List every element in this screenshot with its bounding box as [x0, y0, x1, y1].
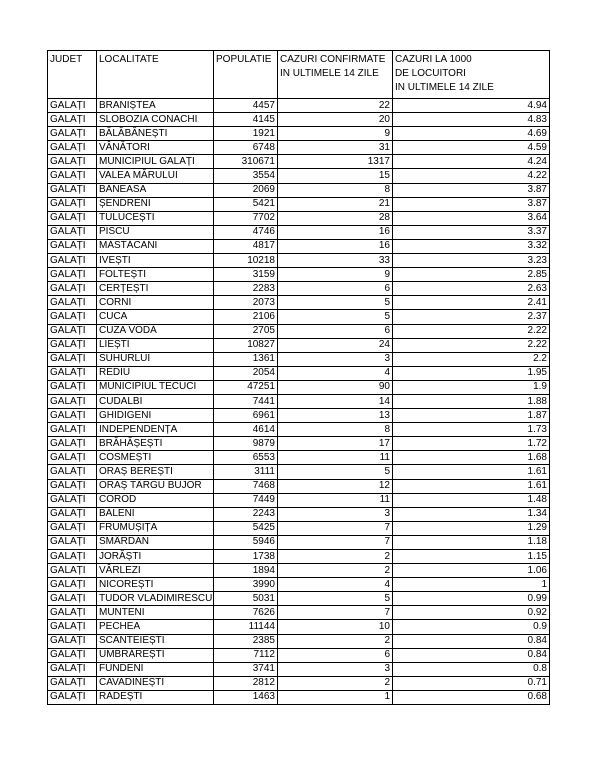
localitate-cell: PECHEA [97, 620, 214, 634]
localitate-cell: MĂSTĂCANI [97, 239, 214, 253]
populatie-cell: 6553 [214, 451, 278, 465]
table-row [48, 451, 550, 465]
table-row [48, 225, 550, 239]
rata-cell: 1.18 [393, 535, 550, 549]
localitate-cell: TULUCEȘTI [97, 211, 214, 225]
localitate-cell: SMÂRDAN [97, 535, 214, 549]
table-row [48, 296, 550, 310]
table-row [48, 620, 550, 634]
localitate-cell: RĂDEȘTI [97, 690, 214, 704]
cazuri-cell: 10 [278, 620, 393, 634]
cazuri-cell: 2 [278, 676, 393, 690]
populatie-cell: 3159 [214, 268, 278, 282]
populatie-cell: 4457 [214, 99, 278, 113]
populatie-cell: 11144 [214, 620, 278, 634]
judet-cell: GALAȚI [48, 282, 97, 296]
table-row [48, 479, 550, 493]
rata-cell: 0.8 [393, 662, 550, 676]
rata-cell: 1.68 [393, 451, 550, 465]
table-row [48, 493, 550, 507]
rata-cell: 4.24 [393, 155, 550, 169]
populatie-cell: 7626 [214, 606, 278, 620]
populatie-cell: 5031 [214, 592, 278, 606]
judet-cell: GALAȚI [48, 380, 97, 394]
populatie-cell: 7702 [214, 211, 278, 225]
rata-cell: 1 [393, 578, 550, 592]
localitate-cell: ORAȘ BEREȘTI [97, 465, 214, 479]
judet-cell: GALAȚI [48, 535, 97, 549]
localitate-cell: CERȚEȘTI [97, 282, 214, 296]
rata-cell: 1.9 [393, 380, 550, 394]
rata-cell: 1.29 [393, 521, 550, 535]
rata-cell: 2.41 [393, 296, 550, 310]
populatie-cell: 2073 [214, 296, 278, 310]
header-cazuri-line1: CAZURI CONFIRMATE [280, 54, 386, 65]
populatie-cell: 3111 [214, 465, 278, 479]
table-header [48, 51, 550, 99]
populatie-cell: 2054 [214, 366, 278, 380]
cazuri-cell: 1 [278, 690, 393, 704]
rata-cell: 1.73 [393, 423, 550, 437]
judet-cell: GALAȚI [48, 352, 97, 366]
cazuri-cell: 3 [278, 662, 393, 676]
judet-cell: GALAȚI [48, 409, 97, 423]
table-row [48, 606, 550, 620]
table-row [48, 155, 550, 169]
rata-cell: 0.84 [393, 634, 550, 648]
cazuri-cell: 31 [278, 141, 393, 155]
table-row [48, 113, 550, 127]
localitate-cell: BRANIȘTEA [97, 99, 214, 113]
populatie-cell: 2243 [214, 507, 278, 521]
judet-cell: GALAȚI [48, 254, 97, 268]
populatie-cell: 4817 [214, 239, 278, 253]
populatie-cell: 310671 [214, 155, 278, 169]
cazuri-cell: 2 [278, 634, 393, 648]
cazuri-cell: 14 [278, 394, 393, 408]
localitate-cell: BĂLĂBĂNEȘTI [97, 127, 214, 141]
judet-cell: GALAȚI [48, 493, 97, 507]
header-rata-line3: IN ULTIMELE 14 ZILE [395, 82, 494, 93]
rata-cell: 1.48 [393, 493, 550, 507]
rata-cell: 1.61 [393, 479, 550, 493]
table-row [48, 127, 550, 141]
cazuri-cell: 21 [278, 197, 393, 211]
cazuri-cell: 2 [278, 550, 393, 564]
judet-cell: GALAȚI [48, 662, 97, 676]
table-row [48, 366, 550, 380]
rata-cell: 3.37 [393, 225, 550, 239]
rata-cell: 4.94 [393, 99, 550, 113]
judet-cell: GALAȚI [48, 676, 97, 690]
rata-cell: 0.9 [393, 620, 550, 634]
localitate-cell: CUZA VODĂ [97, 324, 214, 338]
judet-cell: GALAȚI [48, 479, 97, 493]
rata-cell: 1.34 [393, 507, 550, 521]
cazuri-cell: 2 [278, 564, 393, 578]
localitate-cell: GHIDIGENI [97, 409, 214, 423]
cazuri-cell: 11 [278, 451, 393, 465]
table-body [48, 99, 550, 705]
localitate-cell: SUHURLUI [97, 352, 214, 366]
localitate-cell: NICOREȘTI [97, 578, 214, 592]
populatie-cell: 1738 [214, 550, 278, 564]
rata-cell: 0.71 [393, 676, 550, 690]
judet-cell: GALAȚI [48, 366, 97, 380]
rata-cell: 3.87 [393, 183, 550, 197]
cazuri-cell: 4 [278, 578, 393, 592]
table-row [48, 380, 550, 394]
cazuri-cell: 4 [278, 366, 393, 380]
table-row [48, 676, 550, 690]
judet-cell: GALAȚI [48, 211, 97, 225]
populatie-cell: 2283 [214, 282, 278, 296]
populatie-cell: 2385 [214, 634, 278, 648]
table-row [48, 592, 550, 606]
cazuri-cell: 16 [278, 225, 393, 239]
localitate-cell: ȘENDRENI [97, 197, 214, 211]
rata-cell: 1.15 [393, 550, 550, 564]
table-row [48, 183, 550, 197]
localitate-cell: REDIU [97, 366, 214, 380]
judet-cell: GALAȚI [48, 437, 97, 451]
populatie-cell: 5421 [214, 197, 278, 211]
table-row [48, 578, 550, 592]
table-row [48, 254, 550, 268]
localitate-cell: BRĂHĂȘEȘTI [97, 437, 214, 451]
cazuri-cell: 6 [278, 324, 393, 338]
table-row [48, 423, 550, 437]
header-judet: JUDET [48, 51, 97, 99]
table-row [48, 648, 550, 662]
cazuri-cell: 3 [278, 352, 393, 366]
localitate-cell: BĂLENI [97, 507, 214, 521]
populatie-cell: 2705 [214, 324, 278, 338]
table-row [48, 662, 550, 676]
localitate-cell: SLOBOZIA CONACHI [97, 113, 214, 127]
rata-cell: 3.87 [393, 197, 550, 211]
table-row [48, 550, 550, 564]
cazuri-cell: 9 [278, 127, 393, 141]
cazuri-cell: 7 [278, 521, 393, 535]
populatie-cell: 5946 [214, 535, 278, 549]
populatie-cell: 1921 [214, 127, 278, 141]
header-populatie: POPULATIE [214, 51, 278, 99]
table-row [48, 169, 550, 183]
cazuri-cell: 1317 [278, 155, 393, 169]
localitate-cell: COROD [97, 493, 214, 507]
cazuri-cell: 5 [278, 592, 393, 606]
cazuri-cell: 8 [278, 183, 393, 197]
judet-cell: GALAȚI [48, 690, 97, 704]
judet-cell: GALAȚI [48, 606, 97, 620]
judet-cell: GALAȚI [48, 634, 97, 648]
judet-cell: GALAȚI [48, 225, 97, 239]
header-cazuri-line2: IN ULTIMELE 14 ZILE [280, 68, 379, 79]
rata-cell: 1.87 [393, 409, 550, 423]
cases-table [47, 50, 550, 705]
rata-cell: 3.64 [393, 211, 550, 225]
populatie-cell: 2812 [214, 676, 278, 690]
table-row [48, 564, 550, 578]
cazuri-cell: 7 [278, 606, 393, 620]
rata-cell: 1.06 [393, 564, 550, 578]
cazuri-cell: 11 [278, 493, 393, 507]
cazuri-cell: 15 [278, 169, 393, 183]
cazuri-cell: 17 [278, 437, 393, 451]
table-row [48, 634, 550, 648]
localitate-cell: ORAȘ TÂRGU BUJOR [97, 479, 214, 493]
rata-cell: 2.2 [393, 352, 550, 366]
populatie-cell: 7449 [214, 493, 278, 507]
cazuri-cell: 5 [278, 310, 393, 324]
populatie-cell: 47251 [214, 380, 278, 394]
judet-cell: GALAȚI [48, 564, 97, 578]
rata-cell: 4.69 [393, 127, 550, 141]
localitate-cell: COSMEȘTI [97, 451, 214, 465]
cazuri-cell: 13 [278, 409, 393, 423]
table-row [48, 239, 550, 253]
table-row [48, 282, 550, 296]
localitate-cell: CAVADINEȘTI [97, 676, 214, 690]
table-row [48, 535, 550, 549]
judet-cell: GALAȚI [48, 394, 97, 408]
table-row [48, 268, 550, 282]
cazuri-cell: 12 [278, 479, 393, 493]
localitate-cell: CUDALBI [97, 394, 214, 408]
judet-cell: GALAȚI [48, 99, 97, 113]
table-row [48, 394, 550, 408]
populatie-cell: 4614 [214, 423, 278, 437]
judet-cell: GALAȚI [48, 338, 97, 352]
localitate-cell: FUNDENI [97, 662, 214, 676]
cazuri-cell: 90 [278, 380, 393, 394]
table-row [48, 141, 550, 155]
judet-cell: GALAȚI [48, 183, 97, 197]
rata-cell: 1.72 [393, 437, 550, 451]
rata-cell: 3.23 [393, 254, 550, 268]
table-row [48, 507, 550, 521]
judet-cell: GALAȚI [48, 310, 97, 324]
cazuri-cell: 6 [278, 282, 393, 296]
localitate-cell: VÂRLEZI [97, 564, 214, 578]
rata-cell: 0.99 [393, 592, 550, 606]
populatie-cell: 10218 [214, 254, 278, 268]
localitate-cell: VÂNĂTORI [97, 141, 214, 155]
judet-cell: GALAȚI [48, 451, 97, 465]
localitate-cell: PISCU [97, 225, 214, 239]
rata-cell: 2.22 [393, 338, 550, 352]
populatie-cell: 1894 [214, 564, 278, 578]
localitate-cell: IVEȘTI [97, 254, 214, 268]
table-row [48, 690, 550, 704]
judet-cell: GALAȚI [48, 521, 97, 535]
judet-cell: GALAȚI [48, 197, 97, 211]
rata-cell: 2.22 [393, 324, 550, 338]
populatie-cell: 3990 [214, 578, 278, 592]
localitate-cell: FRUMUȘIȚA [97, 521, 214, 535]
rata-cell: 1.95 [393, 366, 550, 380]
localitate-cell: SCÂNTEIEȘTI [97, 634, 214, 648]
localitate-cell: VALEA MĂRULUI [97, 169, 214, 183]
localitate-cell: JORĂȘTI [97, 550, 214, 564]
populatie-cell: 6748 [214, 141, 278, 155]
localitate-cell: CORNI [97, 296, 214, 310]
populatie-cell: 1463 [214, 690, 278, 704]
rata-cell: 4.59 [393, 141, 550, 155]
header-rata-line2: DE LOCUITORI [395, 68, 466, 79]
table-row [48, 310, 550, 324]
localitate-cell: MUNTENI [97, 606, 214, 620]
table-row [48, 99, 550, 113]
rata-cell: 0.68 [393, 690, 550, 704]
rata-cell: 0.84 [393, 648, 550, 662]
rata-cell: 1.88 [393, 394, 550, 408]
populatie-cell: 7112 [214, 648, 278, 662]
judet-cell: GALAȚI [48, 578, 97, 592]
table-row [48, 352, 550, 366]
judet-cell: GALAȚI [48, 141, 97, 155]
localitate-cell: TUDOR VLADIMIRESCU [97, 592, 214, 606]
populatie-cell: 1361 [214, 352, 278, 366]
populatie-cell: 4145 [214, 113, 278, 127]
judet-cell: GALAȚI [48, 127, 97, 141]
judet-cell: GALAȚI [48, 239, 97, 253]
cazuri-cell: 5 [278, 465, 393, 479]
judet-cell: GALAȚI [48, 592, 97, 606]
table-row [48, 211, 550, 225]
localitate-cell: FOLTEȘTI [97, 268, 214, 282]
cazuri-cell: 7 [278, 535, 393, 549]
localitate-cell: MUNICIPIUL TECUCI [97, 380, 214, 394]
cazuri-cell: 16 [278, 239, 393, 253]
rata-cell: 4.22 [393, 169, 550, 183]
populatie-cell: 3741 [214, 662, 278, 676]
header-row [48, 51, 550, 99]
populatie-cell: 7468 [214, 479, 278, 493]
judet-cell: GALAȚI [48, 268, 97, 282]
cazuri-cell: 5 [278, 296, 393, 310]
judet-cell: GALAȚI [48, 465, 97, 479]
table-row [48, 409, 550, 423]
judet-cell: GALAȚI [48, 296, 97, 310]
judet-cell: GALAȚI [48, 550, 97, 564]
localitate-cell: UMBRĂREȘTI [97, 648, 214, 662]
cazuri-cell: 9 [278, 268, 393, 282]
rata-cell: 1.61 [393, 465, 550, 479]
populatie-cell: 3554 [214, 169, 278, 183]
rata-cell: 0.92 [393, 606, 550, 620]
judet-cell: GALAȚI [48, 648, 97, 662]
cazuri-cell: 22 [278, 99, 393, 113]
cazuri-cell: 20 [278, 113, 393, 127]
table-row [48, 324, 550, 338]
cazuri-cell: 28 [278, 211, 393, 225]
populatie-cell: 6961 [214, 409, 278, 423]
header-localitate: LOCALITATE [97, 51, 214, 99]
rata-cell: 2.63 [393, 282, 550, 296]
header-rata-line1: CAZURI LA 1000 [395, 54, 472, 65]
table-row [48, 465, 550, 479]
rata-cell: 3.32 [393, 239, 550, 253]
localitate-cell: LIEȘTI [97, 338, 214, 352]
judet-cell: GALAȚI [48, 507, 97, 521]
header-cazuri [278, 51, 393, 99]
rata-cell: 2.85 [393, 268, 550, 282]
populatie-cell: 7441 [214, 394, 278, 408]
populatie-cell: 10827 [214, 338, 278, 352]
judet-cell: GALAȚI [48, 423, 97, 437]
cazuri-cell: 3 [278, 507, 393, 521]
populatie-cell: 9879 [214, 437, 278, 451]
cazuri-cell: 33 [278, 254, 393, 268]
judet-cell: GALAȚI [48, 169, 97, 183]
cazuri-cell: 8 [278, 423, 393, 437]
judet-cell: GALAȚI [48, 155, 97, 169]
populatie-cell: 2069 [214, 183, 278, 197]
localitate-cell: MUNICIPIUL GALAȚI [97, 155, 214, 169]
judet-cell: GALAȚI [48, 620, 97, 634]
localitate-cell: BĂNEASA [97, 183, 214, 197]
localitate-cell: INDEPENDENȚA [97, 423, 214, 437]
localitate-cell: CUCA [97, 310, 214, 324]
judet-cell: GALAȚI [48, 113, 97, 127]
table-row [48, 338, 550, 352]
table-row [48, 197, 550, 211]
rata-cell: 2.37 [393, 310, 550, 324]
judet-cell: GALAȚI [48, 324, 97, 338]
populatie-cell: 4746 [214, 225, 278, 239]
populatie-cell: 5425 [214, 521, 278, 535]
cazuri-cell: 6 [278, 648, 393, 662]
cazuri-cell: 24 [278, 338, 393, 352]
table-row [48, 521, 550, 535]
header-rata [393, 51, 550, 99]
populatie-cell: 2106 [214, 310, 278, 324]
table-row [48, 437, 550, 451]
rata-cell: 4.83 [393, 113, 550, 127]
